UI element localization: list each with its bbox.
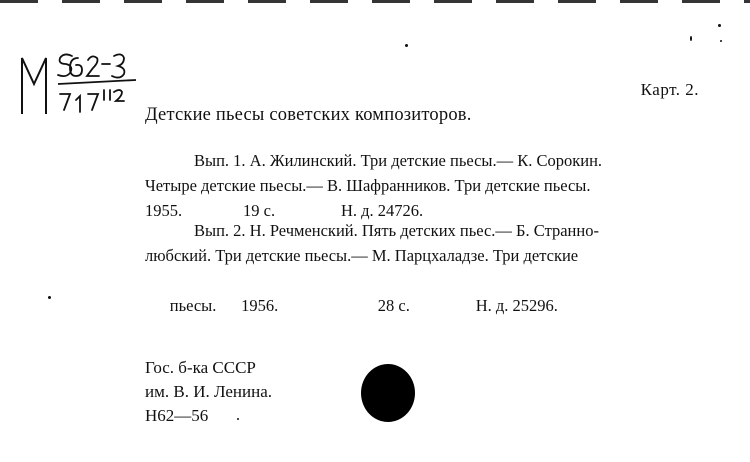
issue-entry-2	[145, 218, 701, 343]
speck	[237, 418, 239, 420]
library-stamp-text	[145, 356, 272, 428]
entry-2-imprint	[145, 268, 701, 343]
entry-1-line-2: Четыре детские пьесы.— В. Шафранников. Три детские пьесы.	[145, 176, 591, 195]
entry-2-pages: 28 с.	[377, 296, 410, 315]
ink-blot	[361, 364, 415, 422]
entry-1-pages: 19 с.	[243, 201, 276, 220]
speck	[690, 36, 692, 41]
entry-1-number: Н. д. 24726.	[341, 201, 424, 220]
collection-title: Детские пьесы советских композиторов.	[145, 105, 472, 125]
card-number: Карт. 2.	[640, 80, 699, 99]
library-line-1: Гос. б-ка СССР	[145, 358, 256, 377]
library-code: Н62—56	[145, 406, 209, 425]
entry-1-line-1: Вып. 1. А. Жилинский. Три детские пьесы.— К. Сорокин.	[194, 151, 603, 170]
handwritten-shelfmark	[14, 44, 164, 124]
issue-entry-1	[145, 148, 701, 223]
speck	[720, 40, 722, 42]
entry-2-year: пьесы. 1956.	[169, 296, 279, 315]
card-top-border	[0, 0, 750, 3]
speck	[48, 296, 51, 299]
library-line-2: им. В. И. Ленина.	[145, 382, 273, 401]
entry-1-year: 1955.	[145, 201, 183, 220]
speck	[718, 24, 721, 27]
entry-2-line-2: любский. Три детские пьесы.— М. Парцхаладзе. Три детские	[145, 246, 579, 265]
entry-2-line-1: Вып. 2. Н. Речменский. Пять детских пьес.— Б. Странно-	[194, 221, 599, 240]
entry-2-number: Н. д. 25296.	[475, 296, 558, 315]
speck	[405, 44, 408, 47]
